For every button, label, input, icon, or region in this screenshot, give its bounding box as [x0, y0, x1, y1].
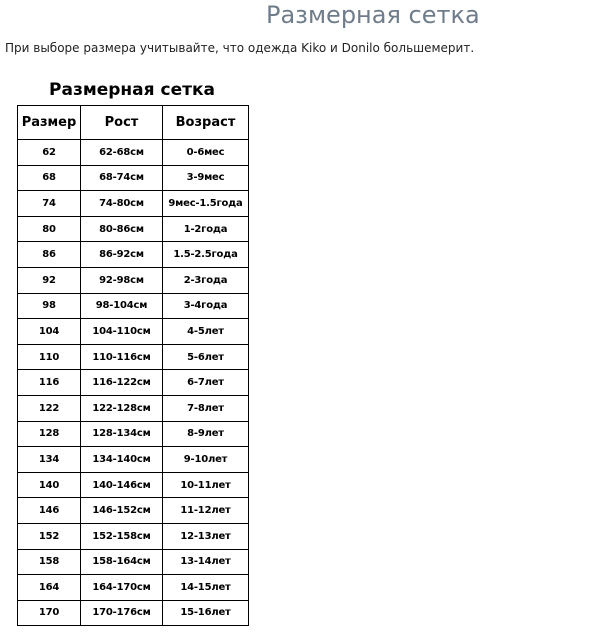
size-cell: 116	[18, 370, 81, 396]
age-cell: 13-14лет	[163, 549, 249, 575]
size-cell: 170	[18, 600, 81, 626]
age-cell: 2-3года	[163, 267, 249, 293]
table-row	[18, 472, 249, 498]
height-cell: 164-170см	[81, 575, 163, 601]
table-row	[18, 575, 249, 601]
age-cell: 3-9мес	[163, 165, 249, 191]
height-cell: 74-80см	[81, 191, 163, 217]
height-cell: 152-158см	[81, 523, 163, 549]
table-row	[18, 498, 249, 524]
height-cell: 104-110см	[81, 319, 163, 345]
age-cell: 8-9лет	[163, 421, 249, 447]
header-height: Рост	[81, 106, 163, 140]
age-cell: 0-6мес	[163, 140, 249, 166]
size-cell: 134	[18, 447, 81, 473]
age-cell: 7-8лет	[163, 395, 249, 421]
table-row	[18, 165, 249, 191]
size-cell: 158	[18, 549, 81, 575]
size-cell: 152	[18, 523, 81, 549]
height-cell: 110-116см	[81, 344, 163, 370]
height-cell: 62-68см	[81, 140, 163, 166]
age-cell: 5-6лет	[163, 344, 249, 370]
height-cell: 98-104см	[81, 293, 163, 319]
sizing-note: При выборе размера учитывайте, что одежда Kiko и Donilo большемерит.	[5, 41, 475, 55]
table-row	[18, 523, 249, 549]
height-cell: 116-122см	[81, 370, 163, 396]
table-row	[18, 600, 249, 626]
height-cell: 92-98см	[81, 267, 163, 293]
table-row	[18, 293, 249, 319]
page-title: Размерная сетка	[266, 1, 480, 29]
table-row	[18, 140, 249, 166]
size-cell: 104	[18, 319, 81, 345]
age-cell: 6-7лет	[163, 370, 249, 396]
age-cell: 3-4года	[163, 293, 249, 319]
height-cell: 122-128см	[81, 395, 163, 421]
height-cell: 140-146см	[81, 472, 163, 498]
size-cell: 80	[18, 216, 81, 242]
size-cell: 92	[18, 267, 81, 293]
header-age: Возраст	[163, 106, 249, 140]
table-row	[18, 344, 249, 370]
age-cell: 14-15лет	[163, 575, 249, 601]
table-row	[18, 267, 249, 293]
table-caption: Размерная сетка	[49, 80, 215, 100]
size-cell: 74	[18, 191, 81, 217]
height-cell: 68-74см	[81, 165, 163, 191]
size-cell: 110	[18, 344, 81, 370]
table-row	[18, 549, 249, 575]
header-size: Размер	[18, 106, 81, 140]
table-row	[18, 447, 249, 473]
age-cell: 9мес-1.5года	[163, 191, 249, 217]
size-cell: 128	[18, 421, 81, 447]
height-cell: 146-152см	[81, 498, 163, 524]
age-cell: 1-2года	[163, 216, 249, 242]
age-cell: 12-13лет	[163, 523, 249, 549]
table-row	[18, 242, 249, 268]
age-cell: 4-5лет	[163, 319, 249, 345]
table-row	[18, 319, 249, 345]
height-cell: 80-86см	[81, 216, 163, 242]
table-row	[18, 191, 249, 217]
height-cell: 158-164см	[81, 549, 163, 575]
height-cell: 86-92см	[81, 242, 163, 268]
size-cell: 98	[18, 293, 81, 319]
size-cell: 68	[18, 165, 81, 191]
table-row	[18, 395, 249, 421]
size-cell: 146	[18, 498, 81, 524]
age-cell: 11-12лет	[163, 498, 249, 524]
height-cell: 170-176см	[81, 600, 163, 626]
age-cell: 9-10лет	[163, 447, 249, 473]
age-cell: 10-11лет	[163, 472, 249, 498]
table-row	[18, 421, 249, 447]
size-chart-table	[17, 105, 249, 626]
size-cell: 62	[18, 140, 81, 166]
height-cell: 134-140см	[81, 447, 163, 473]
height-cell: 128-134см	[81, 421, 163, 447]
age-cell: 1.5-2.5года	[163, 242, 249, 268]
table-row	[18, 370, 249, 396]
size-cell: 140	[18, 472, 81, 498]
table-header-row	[18, 106, 249, 140]
size-cell: 86	[18, 242, 81, 268]
size-cell: 164	[18, 575, 81, 601]
age-cell: 15-16лет	[163, 600, 249, 626]
table-row	[18, 216, 249, 242]
size-cell: 122	[18, 395, 81, 421]
